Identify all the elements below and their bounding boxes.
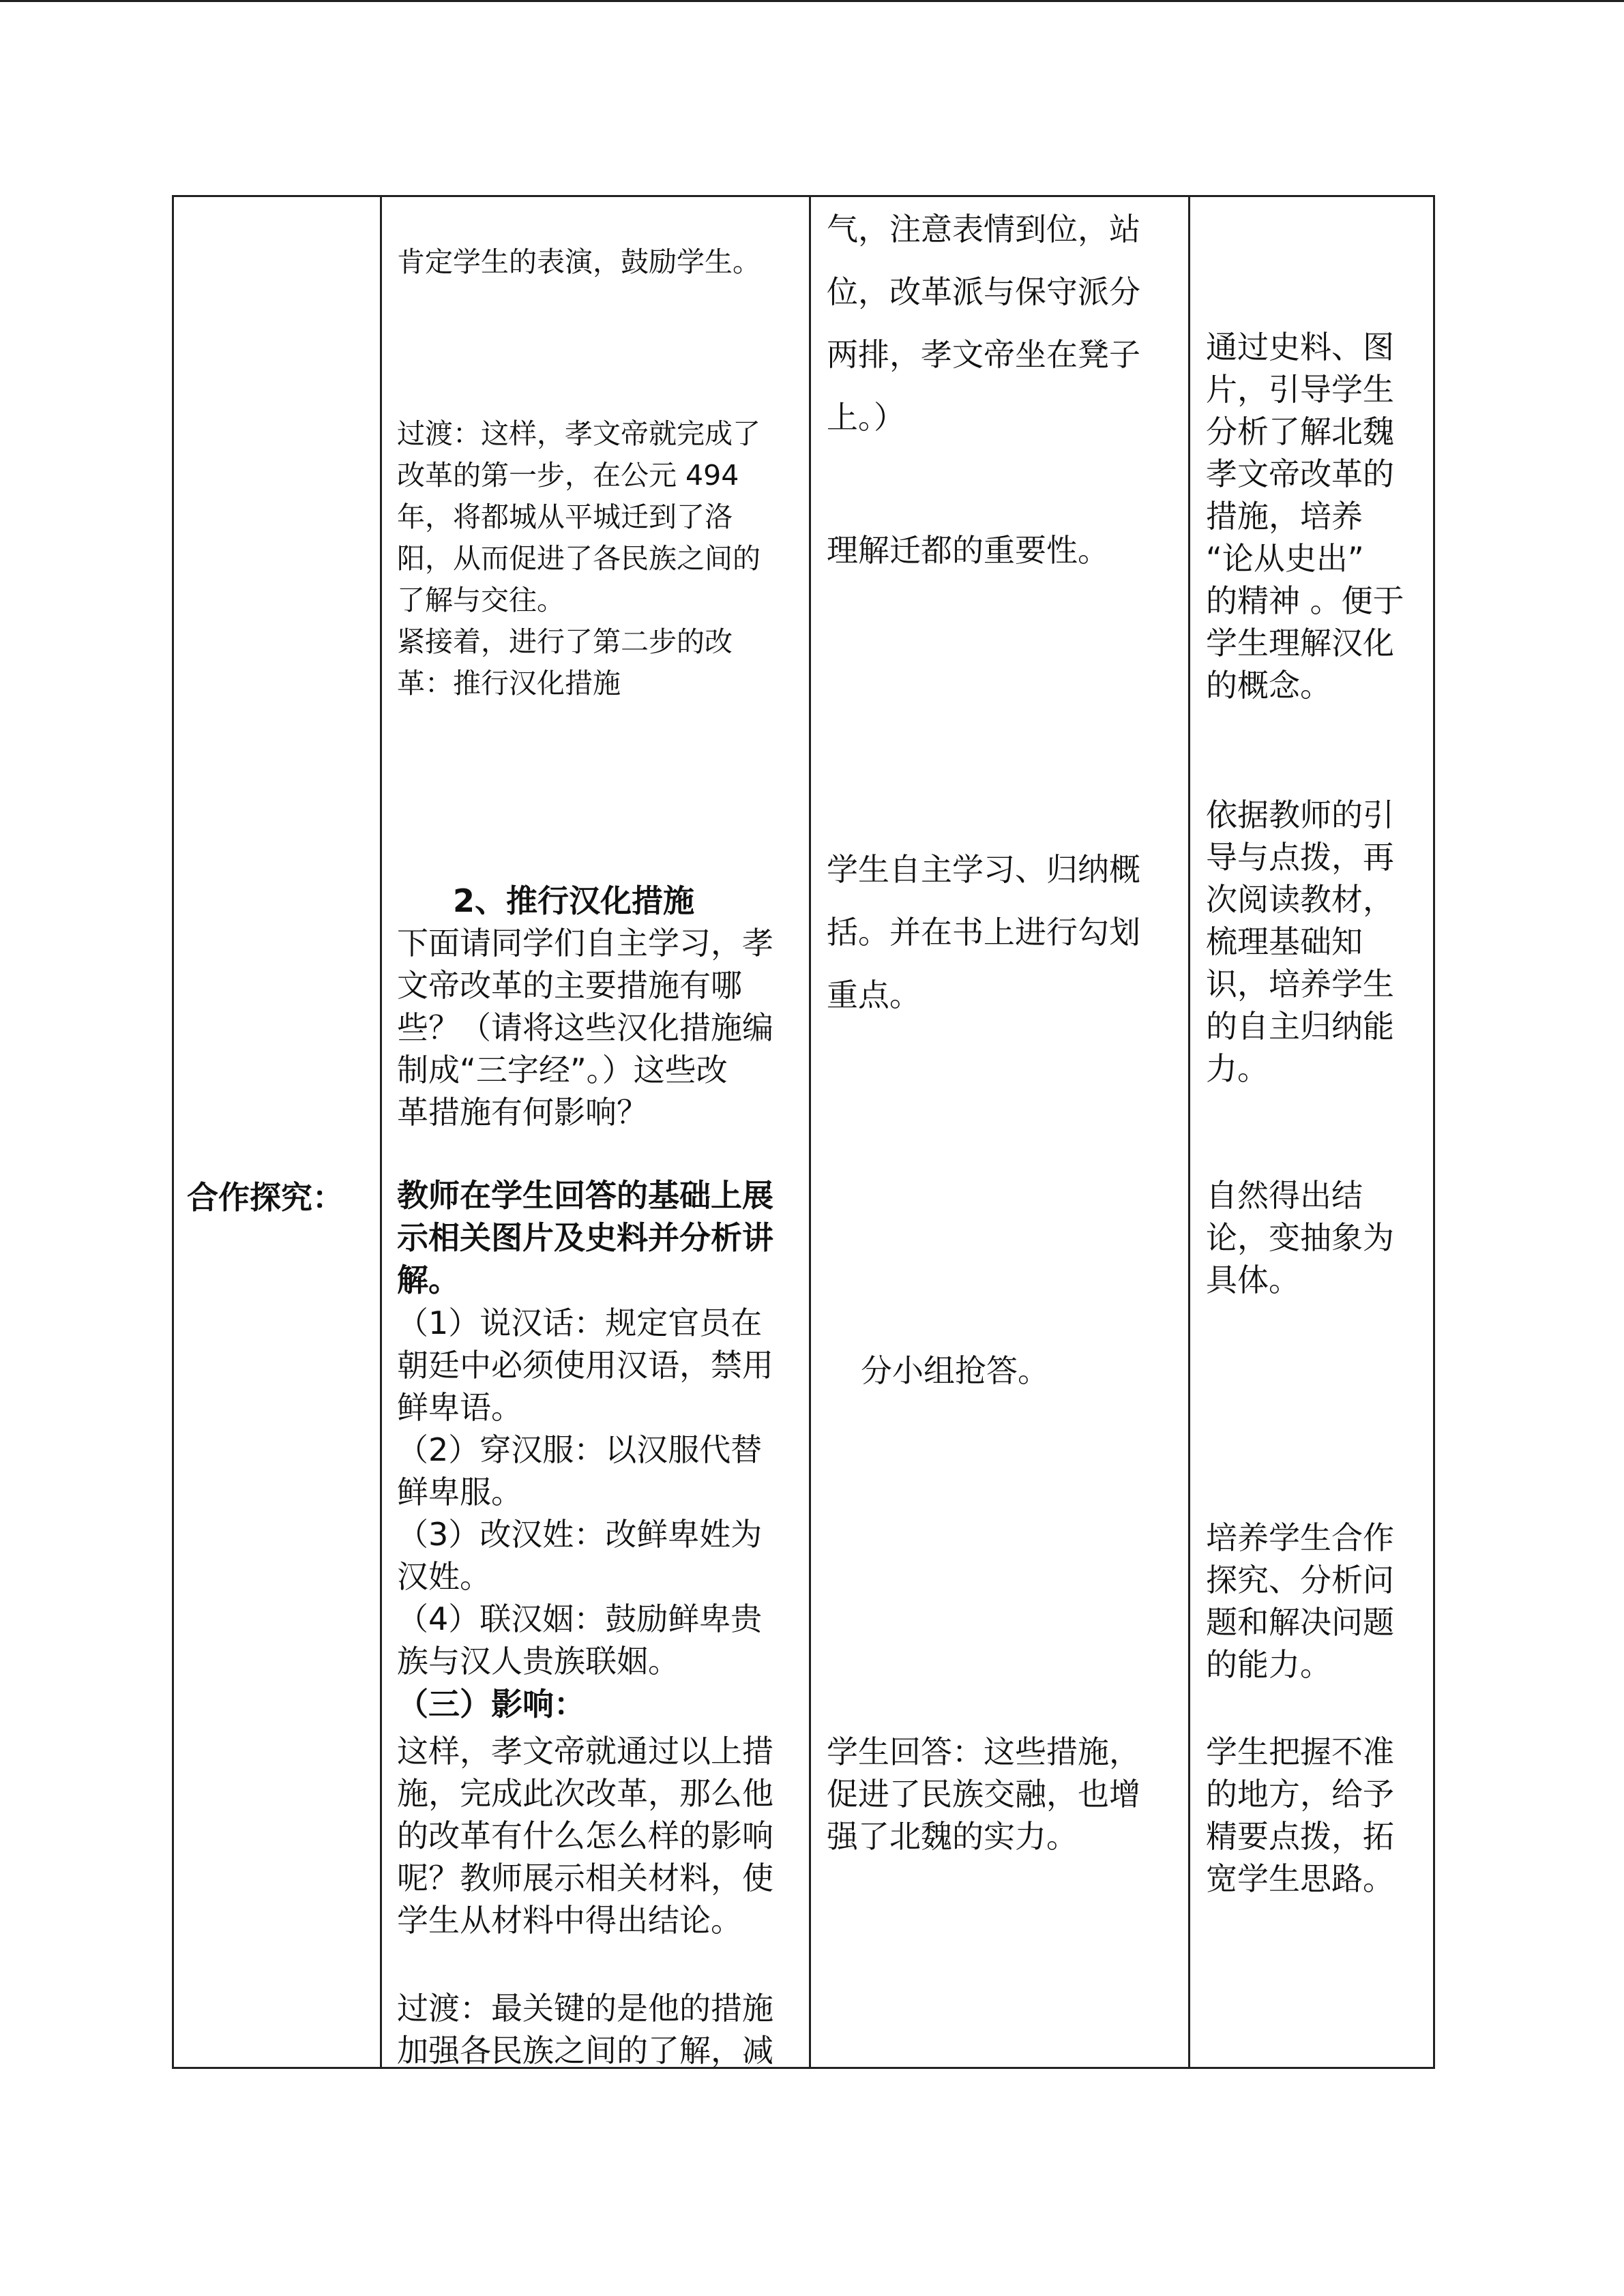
subheading-hanhua: 2、推行汉化措施 xyxy=(453,882,695,919)
student-performance-notes: 气，注意表情到位，站 位，改革派与保守派分 两排，孝文帝坐在凳子 上。） xyxy=(827,211,1140,436)
teacher-affirm-text: 肯定学生的表演，鼓励学生。 xyxy=(397,245,761,278)
design-intent-self-study: 依据教师的引 导与点拨，再 次阅读教材， 梳理基础知 识，培养学生 的自主归纳能 力。 xyxy=(1206,796,1394,1087)
design-intent-sources: 通过史料、图 片，引导学生 分析了解北魏 孝文帝改革的 措施，培养 “论从史出” 的精神 。便于 学生理解汉化 的概念。 xyxy=(1206,329,1404,704)
section-label: 合作探究： xyxy=(187,1179,344,1216)
student-understand-capital: 理解迁都的重要性。 xyxy=(827,532,1109,569)
influence-paragraph: 这样，孝文帝就通过以上措 施，完成此次改革，那么他 的改革有什么怎么样的影响 呢？教师展示相关材料，使 学生从材料中得出结论。 xyxy=(397,1733,773,1939)
design-intent-cooperation: 培养学生合作 探究、分析问 题和解决问题 的能力。 xyxy=(1206,1519,1394,1683)
student-answer: 学生回答：这些措施， 促进了民族交融，也增 强了北魏的实力。 xyxy=(827,1733,1140,1855)
column-divider-1 xyxy=(380,195,382,2069)
design-intent-conclusion: 自然得出结 论，变抽象为 具体。 xyxy=(1206,1177,1394,1298)
subheading-influence: （三）影响： xyxy=(397,1686,585,1723)
column-divider-3 xyxy=(1188,195,1190,2069)
reform-measures-list: （1）说汉话：规定官员在 朝廷中必须使用汉语，禁用 鲜卑语。 （2）穿汉服：以汉服代替 鲜卑服。 （3）改汉姓：改鲜卑姓为 汉姓。 （4）联汉姻：鼓励鲜卑贵 族与汉人贵族联姻。 xyxy=(397,1304,773,1680)
final-transition-paragraph: 过渡：最关键的是他的措施 加强各民族之间的了解，减 xyxy=(397,1990,773,2069)
teacher-transition-paragraph: 过渡：这样，孝文帝就完成了 改革的第一步，在公元 494 年，将都城从平城迁到了洛 阳，从而促进了各民族之间的 了解与交往。 紧接着，进行了第二步的改 革：推行汉化措施 xyxy=(397,417,761,700)
student-self-study: 学生自主学习、归纳概 括。并在书上进行勾划 重点。 xyxy=(827,851,1140,1013)
page-top-border xyxy=(0,0,1624,2)
column-divider-2 xyxy=(809,195,811,2069)
teacher-explain-bold: 教师在学生回答的基础上展 示相关图片及史料并分析讲 解。 xyxy=(397,1177,773,1298)
design-intent-guidance: 学生把握不准 的地方，给予 精要点拨，拓 宽学生思路。 xyxy=(1206,1733,1394,1897)
self-study-prompt: 下面请同学们自主学习，孝 文帝改革的主要措施有哪 些？（请将这些汉化措施编 制成“三字经”。）这些改 革措施有何影响？ xyxy=(397,925,773,1131)
group-quick-answer: 分小组抢答。 xyxy=(861,1352,1049,1389)
